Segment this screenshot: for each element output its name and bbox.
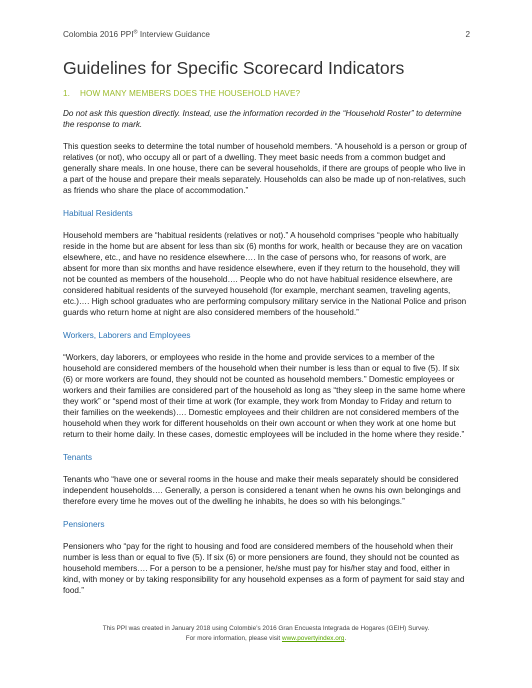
footer-line-1: This PPI was created in January 2018 using Colombie’s 2016 Gran Encuesta Integrada de Hogares (GEIH) Survey. [102, 625, 430, 632]
page-title: Guidelines for Specific Scorecard Indicators [63, 58, 405, 78]
page-header [63, 30, 470, 39]
section-text-habitual-residents: Household members are “habitual residents (relatives or not).” A household comprises “people who habitually reside in the home but are absent for less than six (6) months for work, health or because they are on vacation elsewhere, etc., and have no residence elsewhere…. In the case of persons who, for reasons of work, are absent for more than six months and have residence elsewhere, even if they return to the household, they will not be counted as members of the household…. People who do not have habitual residence elsewhere, are considered habitual residents of the surveyed household (for example, merchant seamen, traveling agents, etc.)…. High school graduates who are performing compulsory military service in the National Police and prison guards who return home at night are also considered members of the household.” [63, 230, 467, 317]
registered-mark: ® [133, 29, 138, 36]
section-heading-habitual-residents: Habitual Residents [63, 207, 133, 218]
section-heading-tenants: Tenants [63, 451, 93, 462]
section-text-pensioners: Pensioners who “pay for the right to housing and food are considered members of the household when their number is less than or equal to five (5). If six (6) or more pensioners are found, they should not be counted as household members…. For a person to be a pensioner, he/she must pay for his/her stay and food, either in kind, with money or by taking responsibility for any household expenses as a form of payment for said stay and food.” [63, 541, 465, 595]
page-number: 2 [465, 30, 470, 39]
question-number: 1. [63, 88, 71, 98]
intro-paragraph: This question seeks to determine the total number of household members. “A household is a person or group of relatives (or not), who occupy all or part of a dwelling. They meet basic needs from a common budget and generally share meals. In one house, there can be several households, if there are groups of people who live in a part of the house and prepare their meals separately. Households can also be made up of non-relatives, such as friends who share the place of accommodation.” [63, 141, 467, 195]
footer-line-2: For more information, please visit www.povertyindex.org. [185, 635, 347, 642]
section-heading-pensioners: Pensioners [63, 518, 105, 529]
section-text-tenants: Tenants who “have one or several rooms in the house and make their meals separately should be considered independent households…. Generally, a person is considered a tenant when he owns his own belongings and therefore every time he moves out of the dwelling he inhabits, he does so with his belongings.” [63, 474, 461, 506]
section-heading-workers: Workers, Laborers and Employees [63, 329, 191, 340]
section-text-workers: “Workers, day laborers, or employees who reside in the home and provide services to a member of the household are considered members of the household when their number is less than or equal to five (5). If six (6) or more workers are found, they should not be counted as household members.” Domestic employees or workers and their families are considered part of the household as long as “they sleep in the same home where they work” or “spend most of their time at work (for example, they work from Monday to Friday and return to their families on the weekends)…. Domestic employees and their children are not considered members of the household when they work for different households on their own account or when they work at one home but return to their home daily. In these cases, domestic employees will be included in the home where they reside.” [63, 352, 466, 439]
header-title: Colombia 2016 PPI® Interview Guidance [63, 29, 210, 39]
povertyindex-link[interactable]: www.povertyindex.org [281, 635, 345, 642]
instruction-text: Do not ask this question directly. Instead, use the information recorded in the “Household Roster” to determine the response to mark. [63, 108, 462, 129]
page-footer [0, 624, 532, 644]
page-content [63, 58, 469, 596]
question-heading [63, 89, 469, 98]
question-text: HOW MANY MEMBERS DOES THE HOUSEHOLD HAVE? [80, 88, 301, 98]
